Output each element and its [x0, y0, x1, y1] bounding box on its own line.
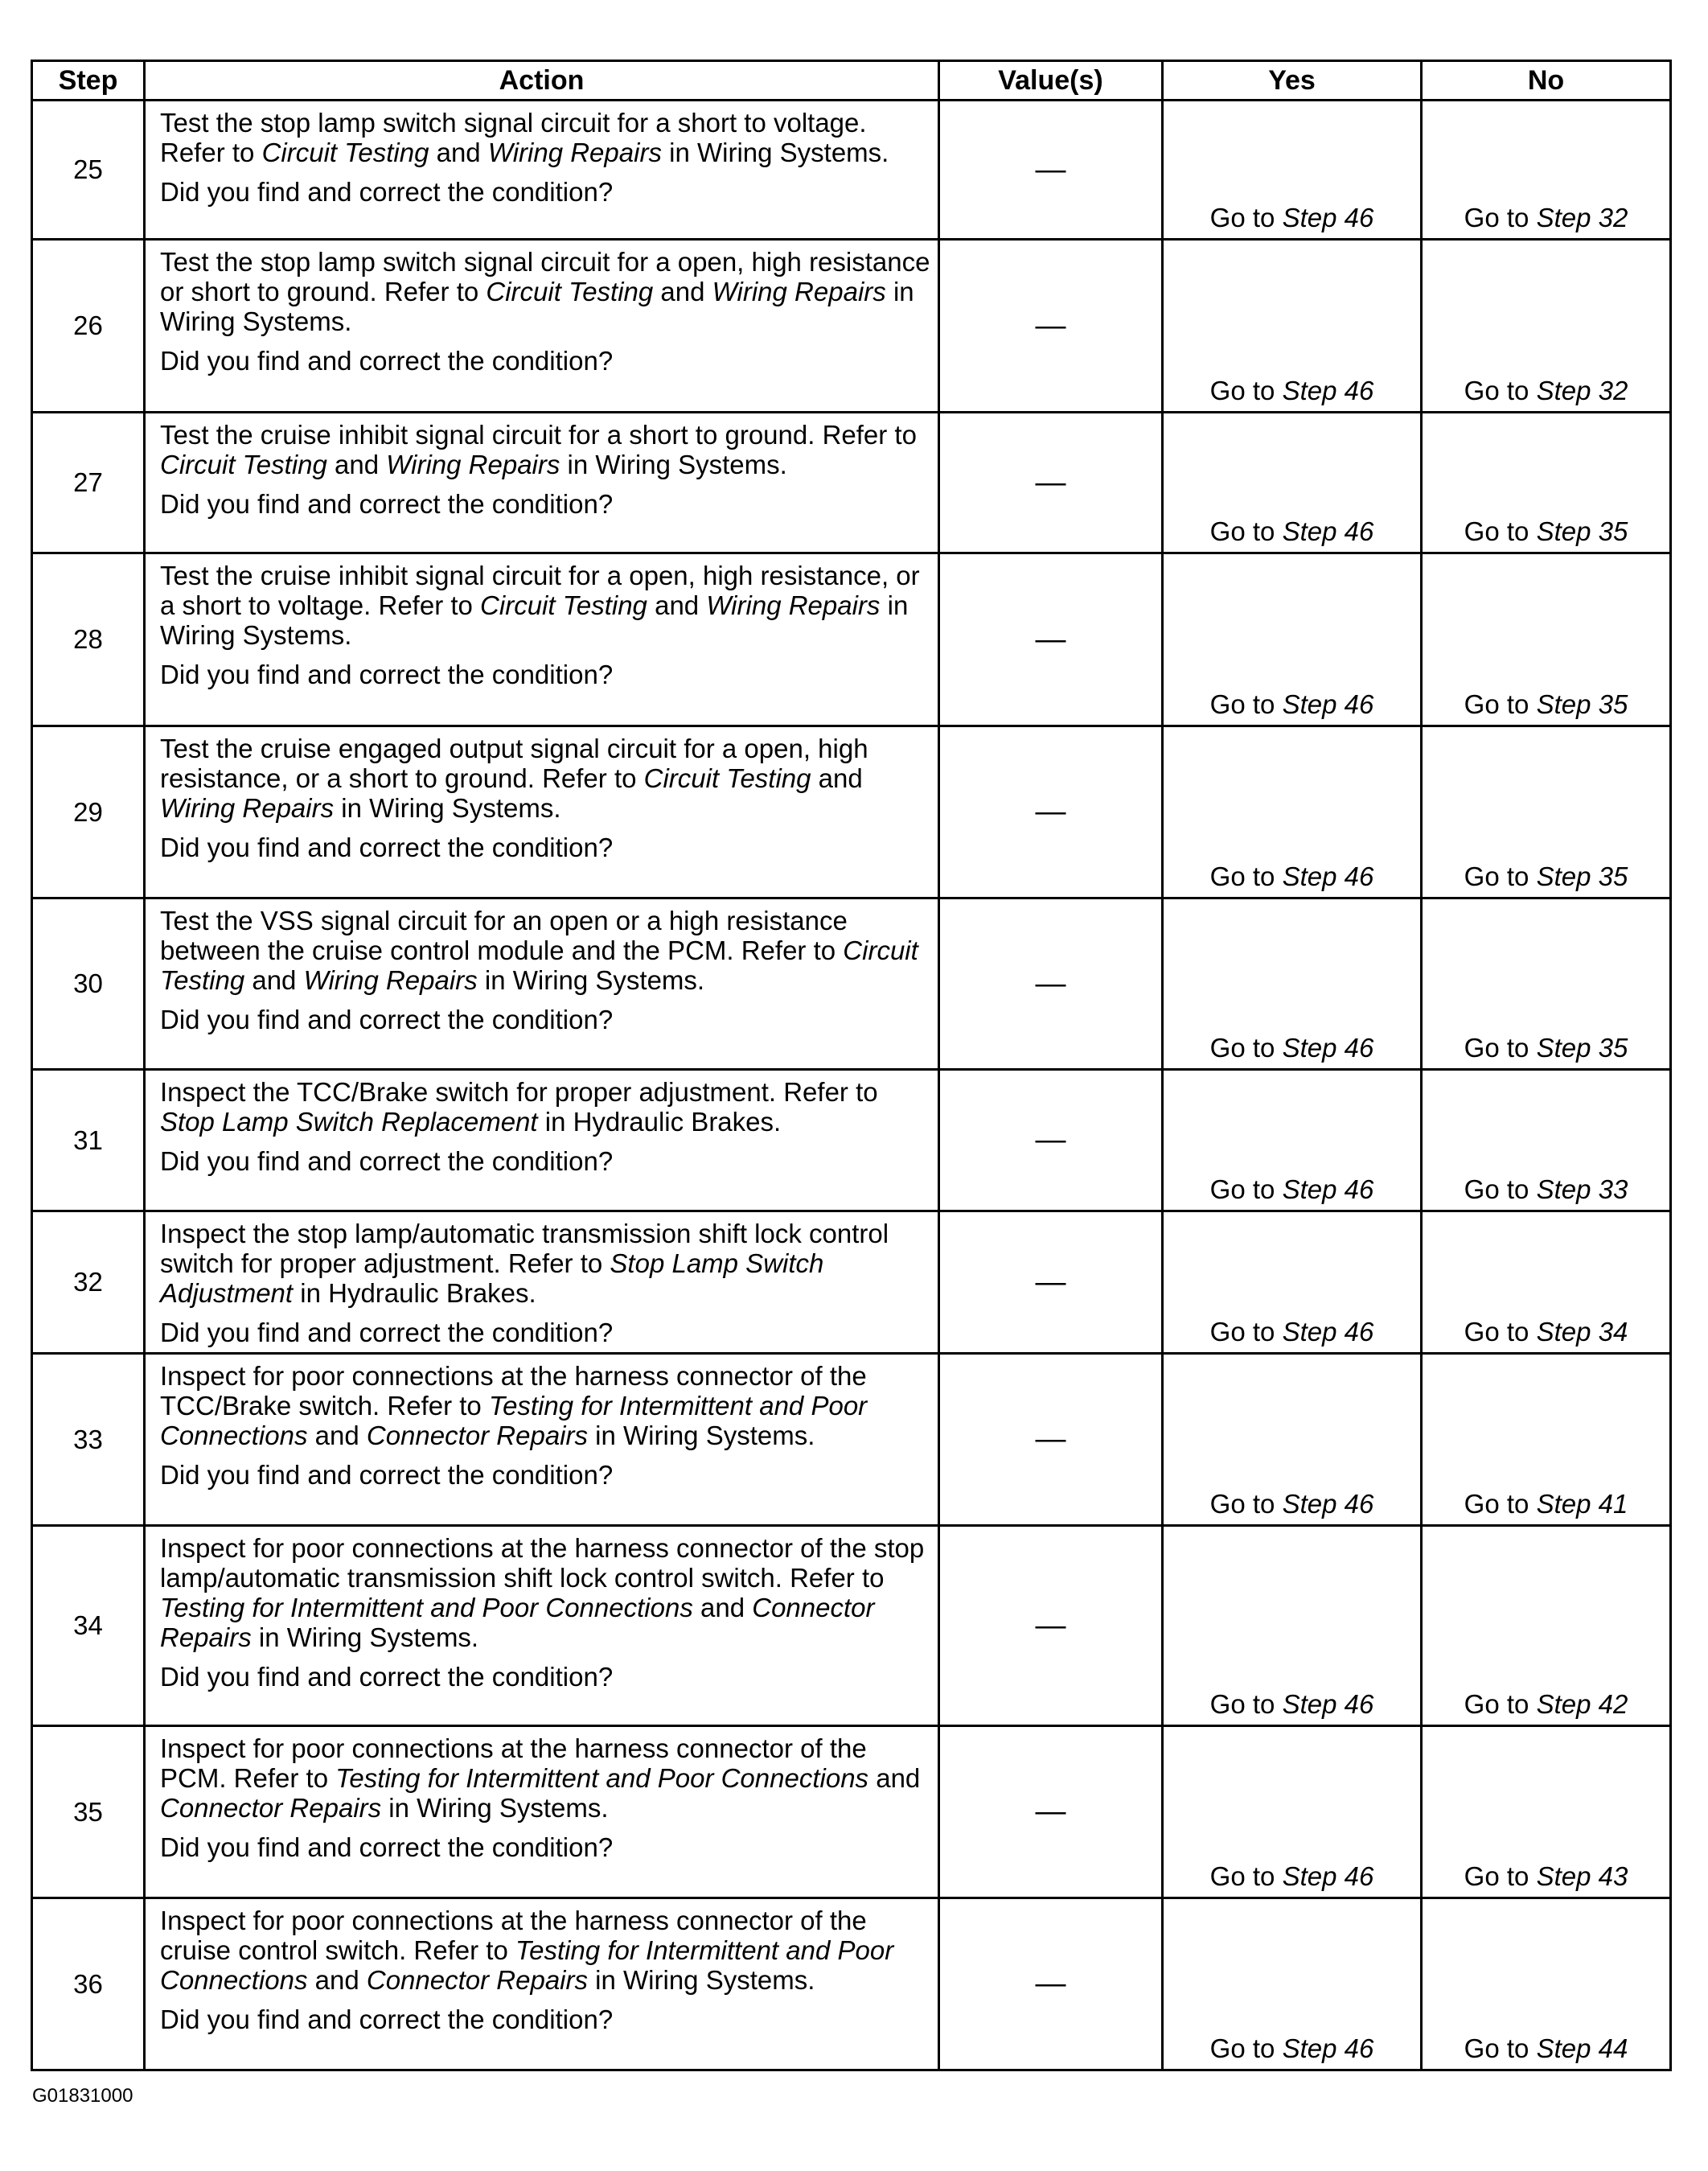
action-text [160, 1219, 933, 1308]
table-row [32, 413, 1671, 553]
no-goto-prefix: Go to [1464, 1317, 1537, 1347]
action-text-segment: in Hydraulic Brakes. [293, 1278, 536, 1308]
action-text [160, 420, 933, 479]
action-question: Did you find and correct the condition? [160, 489, 614, 519]
table-row [32, 240, 1671, 413]
yes-goto-prefix: Go to [1209, 861, 1283, 891]
no-cell [1422, 1526, 1671, 1726]
no-cell [1422, 240, 1671, 413]
action-text-segment: and [811, 763, 863, 793]
action-text-segment: in Wiring Systems. [588, 1421, 815, 1450]
yes-goto-step: Step 46 [1282, 689, 1374, 719]
yes-goto-step: Step 46 [1282, 1174, 1374, 1204]
action-text-segment: and [868, 1763, 921, 1793]
no-goto-step: Step 34 [1536, 1317, 1628, 1347]
reference-link-text: Wiring Repairs [712, 277, 886, 306]
yes-cell [1163, 1526, 1422, 1726]
reference-link-text: Wiring Repairs [160, 793, 335, 823]
action-text [160, 1906, 933, 1995]
reference-link-text: Wiring Repairs [386, 450, 560, 479]
action-text-segment: in Wiring Systems. [160, 277, 914, 336]
reference-link-text: Connector Repairs [160, 1793, 382, 1823]
action-text [160, 561, 933, 650]
action-question: Did you find and correct the condition? [160, 346, 614, 376]
action-question: Did you find and correct the condition? [160, 1146, 614, 1176]
yes-goto-prefix: Go to [1209, 376, 1283, 405]
table-header-row [32, 61, 1671, 101]
yes-cell [1163, 413, 1422, 553]
reference-link-text: Testing for Intermittent and Poor Connections [160, 1935, 894, 1995]
no-cell [1422, 553, 1671, 726]
reference-link-text: Wiring Repairs [487, 138, 662, 167]
step-number: 25 [32, 101, 145, 240]
action-text [160, 906, 933, 995]
action-question: Did you find and correct the condition? [160, 177, 614, 207]
action-question: Did you find and correct the condition? [160, 1005, 614, 1034]
yes-goto-prefix: Go to [1209, 1174, 1283, 1204]
yes-cell [1163, 898, 1422, 1070]
action-text-segment: Inspect for poor connections at the harness connector of the PCM. Refer to [160, 1733, 867, 1793]
no-goto-prefix: Go to [1464, 1689, 1537, 1719]
action-text-segment: in Hydraulic Brakes. [537, 1107, 782, 1137]
action-text-segment: Test the stop lamp switch signal circuit for a open, high resistance or short to ground. Refer to [160, 247, 930, 306]
no-goto-prefix: Go to [1464, 689, 1537, 719]
step-number: 34 [32, 1526, 145, 1726]
no-cell [1422, 1898, 1671, 2070]
action-text-segment: and [692, 1593, 753, 1622]
action-text [160, 1361, 933, 1450]
header-values: Value(s) [939, 61, 1163, 101]
step-number: 29 [32, 726, 145, 898]
table-row [32, 1726, 1671, 1898]
action-text-segment: Test the cruise inhibit signal circuit for a open, high resistance, or a short to voltage. Refer to [160, 561, 920, 620]
no-goto-prefix: Go to [1464, 1489, 1537, 1519]
table-row [32, 1070, 1671, 1211]
action-text-segment: Inspect for poor connections at the harness connector of the stop lamp/automatic transmission shift lock control switch. Refer to [160, 1533, 925, 1593]
yes-cell [1163, 1898, 1422, 2070]
value-cell: — [939, 726, 1163, 898]
reference-link-text: Connector Repairs [366, 1965, 588, 1995]
no-goto-step: Step 35 [1536, 1033, 1628, 1063]
yes-goto-prefix: Go to [1209, 516, 1283, 546]
yes-cell [1163, 1070, 1422, 1211]
action-question: Did you find and correct the condition? [160, 833, 614, 862]
reference-link-text: Circuit Testing [160, 935, 918, 995]
action-text [160, 1733, 933, 1823]
step-number: 27 [32, 413, 145, 553]
no-goto-step: Step 44 [1536, 2033, 1628, 2063]
action-text-segment: and [647, 590, 707, 620]
action-text-segment: Inspect for poor connections at the harness connector of the cruise control switch. Refer to [160, 1906, 867, 1965]
action-text-segment: in Wiring Systems. [588, 1965, 815, 1995]
yes-goto-step: Step 46 [1282, 1317, 1374, 1347]
value-cell: — [939, 1211, 1163, 1354]
action-text-segment: and [653, 277, 712, 306]
action-text-segment: Test the cruise engaged output signal circuit for a open, high resistance, or a short to ground. Refer to [160, 734, 868, 793]
reference-link-text: Circuit Testing [261, 138, 429, 167]
step-number: 31 [32, 1070, 145, 1211]
value-cell: — [939, 240, 1163, 413]
action-cell [145, 1526, 939, 1726]
reference-link-text: Testing for Intermittent and Poor Connections [335, 1763, 869, 1793]
action-text-segment: Test the VSS signal circuit for an open or a high resistance between the cruise control module and the PCM. Refer to [160, 906, 848, 965]
action-text [160, 1533, 933, 1652]
yes-goto-step: Step 46 [1282, 1033, 1374, 1063]
no-goto-step: Step 35 [1536, 689, 1628, 719]
action-text-segment: and [307, 1965, 367, 1995]
step-number: 32 [32, 1211, 145, 1354]
no-cell [1422, 1354, 1671, 1526]
value-cell: — [939, 1354, 1163, 1526]
table-row [32, 1354, 1671, 1526]
value-cell: — [939, 1898, 1163, 2070]
diagnostic-table [31, 60, 1672, 2071]
table-row [32, 553, 1671, 726]
action-cell [145, 1898, 939, 2070]
action-text [160, 734, 933, 823]
action-text-segment: and [244, 965, 304, 995]
table-row [32, 1211, 1671, 1354]
yes-goto-step: Step 46 [1282, 376, 1374, 405]
no-goto-step: Step 32 [1536, 376, 1628, 405]
value-cell: — [939, 553, 1163, 726]
reference-link-text: Circuit Testing [486, 277, 654, 306]
no-goto-step: Step 35 [1536, 861, 1628, 891]
action-text-segment: in Wiring Systems. [160, 590, 909, 650]
value-cell: — [939, 898, 1163, 1070]
no-goto-step: Step 32 [1536, 203, 1628, 232]
step-number: 33 [32, 1354, 145, 1526]
value-cell: — [939, 413, 1163, 553]
reference-link-text: Wiring Repairs [706, 590, 881, 620]
action-text-segment: and [326, 450, 387, 479]
action-text-segment: Inspect the stop lamp/automatic transmission shift lock control switch for proper adjustment. Refer to [160, 1219, 889, 1278]
step-number: 26 [32, 240, 145, 413]
yes-cell [1163, 1211, 1422, 1354]
action-cell [145, 726, 939, 898]
value-cell: — [939, 1070, 1163, 1211]
table-body [32, 101, 1671, 2070]
yes-cell [1163, 101, 1422, 240]
no-goto-prefix: Go to [1464, 376, 1537, 405]
reference-link-text: Circuit Testing [160, 450, 327, 479]
header-yes: Yes [1163, 61, 1422, 101]
reference-link-text: Wiring Repairs [303, 965, 478, 995]
no-cell [1422, 1211, 1671, 1354]
action-text-segment: in Wiring Systems. [251, 1622, 479, 1652]
no-goto-step: Step 42 [1536, 1689, 1628, 1719]
action-text-segment: in Wiring Systems. [381, 1793, 609, 1823]
no-goto-prefix: Go to [1464, 1861, 1537, 1891]
yes-cell [1163, 1726, 1422, 1898]
yes-goto-prefix: Go to [1209, 1033, 1283, 1063]
action-cell [145, 101, 939, 240]
no-cell [1422, 726, 1671, 898]
reference-link-text: Connector Repairs [160, 1593, 875, 1652]
action-question: Did you find and correct the condition? [160, 660, 614, 689]
no-goto-prefix: Go to [1464, 861, 1537, 891]
step-number: 30 [32, 898, 145, 1070]
reference-link-text: Stop Lamp Switch Adjustment [160, 1248, 824, 1308]
yes-goto-step: Step 46 [1282, 516, 1374, 546]
header-step: Step [32, 61, 145, 101]
action-cell [145, 1211, 939, 1354]
no-goto-step: Step 43 [1536, 1861, 1628, 1891]
action-text [160, 247, 933, 336]
action-question: Did you find and correct the condition? [160, 1832, 614, 1862]
header-no: No [1422, 61, 1671, 101]
step-number: 28 [32, 553, 145, 726]
table-row [32, 1898, 1671, 2070]
action-text-segment: Inspect for poor connections at the harness connector of the TCC/Brake switch. Refer to [160, 1361, 867, 1421]
no-cell [1422, 101, 1671, 240]
action-cell [145, 1726, 939, 1898]
no-goto-prefix: Go to [1464, 1174, 1537, 1204]
yes-goto-prefix: Go to [1209, 1489, 1283, 1519]
yes-cell [1163, 240, 1422, 413]
action-text [160, 1077, 933, 1137]
yes-goto-step: Step 46 [1282, 203, 1374, 232]
yes-goto-prefix: Go to [1209, 2033, 1283, 2063]
no-goto-prefix: Go to [1464, 516, 1537, 546]
action-cell [145, 898, 939, 1070]
yes-goto-prefix: Go to [1209, 1861, 1283, 1891]
no-goto-step: Step 41 [1536, 1489, 1628, 1519]
action-cell [145, 1354, 939, 1526]
yes-cell [1163, 726, 1422, 898]
step-number: 35 [32, 1726, 145, 1898]
yes-goto-step: Step 46 [1282, 1861, 1374, 1891]
value-cell: — [939, 1726, 1163, 1898]
action-text-segment: Test the stop lamp switch signal circuit for a short to voltage. Refer to [160, 108, 867, 167]
value-cell: — [939, 101, 1163, 240]
table-row [32, 726, 1671, 898]
no-goto-step: Step 35 [1536, 516, 1628, 546]
yes-goto-step: Step 46 [1282, 1689, 1374, 1719]
yes-goto-step: Step 46 [1282, 2033, 1374, 2063]
action-text-segment: Inspect the TCC/Brake switch for proper adjustment. Refer to [160, 1077, 878, 1107]
action-question: Did you find and correct the condition? [160, 1662, 614, 1692]
reference-link-text: Circuit Testing [643, 763, 811, 793]
action-text-segment: in Wiring Systems. [560, 450, 787, 479]
action-cell [145, 553, 939, 726]
header-action: Action [145, 61, 939, 101]
no-cell [1422, 1726, 1671, 1898]
action-text-segment: and [429, 138, 488, 167]
action-text-segment: and [307, 1421, 367, 1450]
no-cell [1422, 1070, 1671, 1211]
action-cell [145, 1070, 939, 1211]
reference-link-text: Testing for Intermittent and Poor Connections [160, 1391, 868, 1450]
action-text-segment: in Wiring Systems. [477, 965, 705, 995]
yes-goto-step: Step 46 [1282, 861, 1374, 891]
action-text-segment: in Wiring Systems. [334, 793, 561, 823]
step-number: 36 [32, 1898, 145, 2070]
yes-cell [1163, 1354, 1422, 1526]
action-question: Did you find and correct the condition? [160, 2004, 614, 2034]
yes-goto-prefix: Go to [1209, 1689, 1283, 1719]
value-cell: — [939, 1526, 1163, 1726]
no-goto-prefix: Go to [1464, 1033, 1537, 1063]
action-cell [145, 240, 939, 413]
no-cell [1422, 413, 1671, 553]
table-row [32, 1526, 1671, 1726]
no-cell [1422, 898, 1671, 1070]
action-text [160, 108, 933, 167]
table-row [32, 898, 1671, 1070]
figure-id: G01831000 [32, 2085, 133, 2107]
no-goto-prefix: Go to [1464, 203, 1537, 232]
yes-cell [1163, 553, 1422, 726]
action-text-segment: in Wiring Systems. [661, 138, 889, 167]
table-row [32, 101, 1671, 240]
action-cell [145, 413, 939, 553]
reference-link-text: Testing for Intermittent and Poor Connections [160, 1593, 693, 1622]
yes-goto-prefix: Go to [1209, 203, 1283, 232]
yes-goto-prefix: Go to [1209, 1317, 1283, 1347]
action-question: Did you find and correct the condition? [160, 1460, 614, 1490]
reference-link-text: Stop Lamp Switch Replacement [160, 1107, 538, 1137]
action-text-segment: Test the cruise inhibit signal circuit for a short to ground. Refer to [160, 420, 917, 450]
action-question: Did you find and correct the condition? [160, 1318, 614, 1347]
no-goto-step: Step 33 [1536, 1174, 1628, 1204]
yes-goto-step: Step 46 [1282, 1489, 1374, 1519]
no-goto-prefix: Go to [1464, 2033, 1537, 2063]
reference-link-text: Circuit Testing [480, 590, 647, 620]
reference-link-text: Connector Repairs [366, 1421, 588, 1450]
yes-goto-prefix: Go to [1209, 689, 1283, 719]
